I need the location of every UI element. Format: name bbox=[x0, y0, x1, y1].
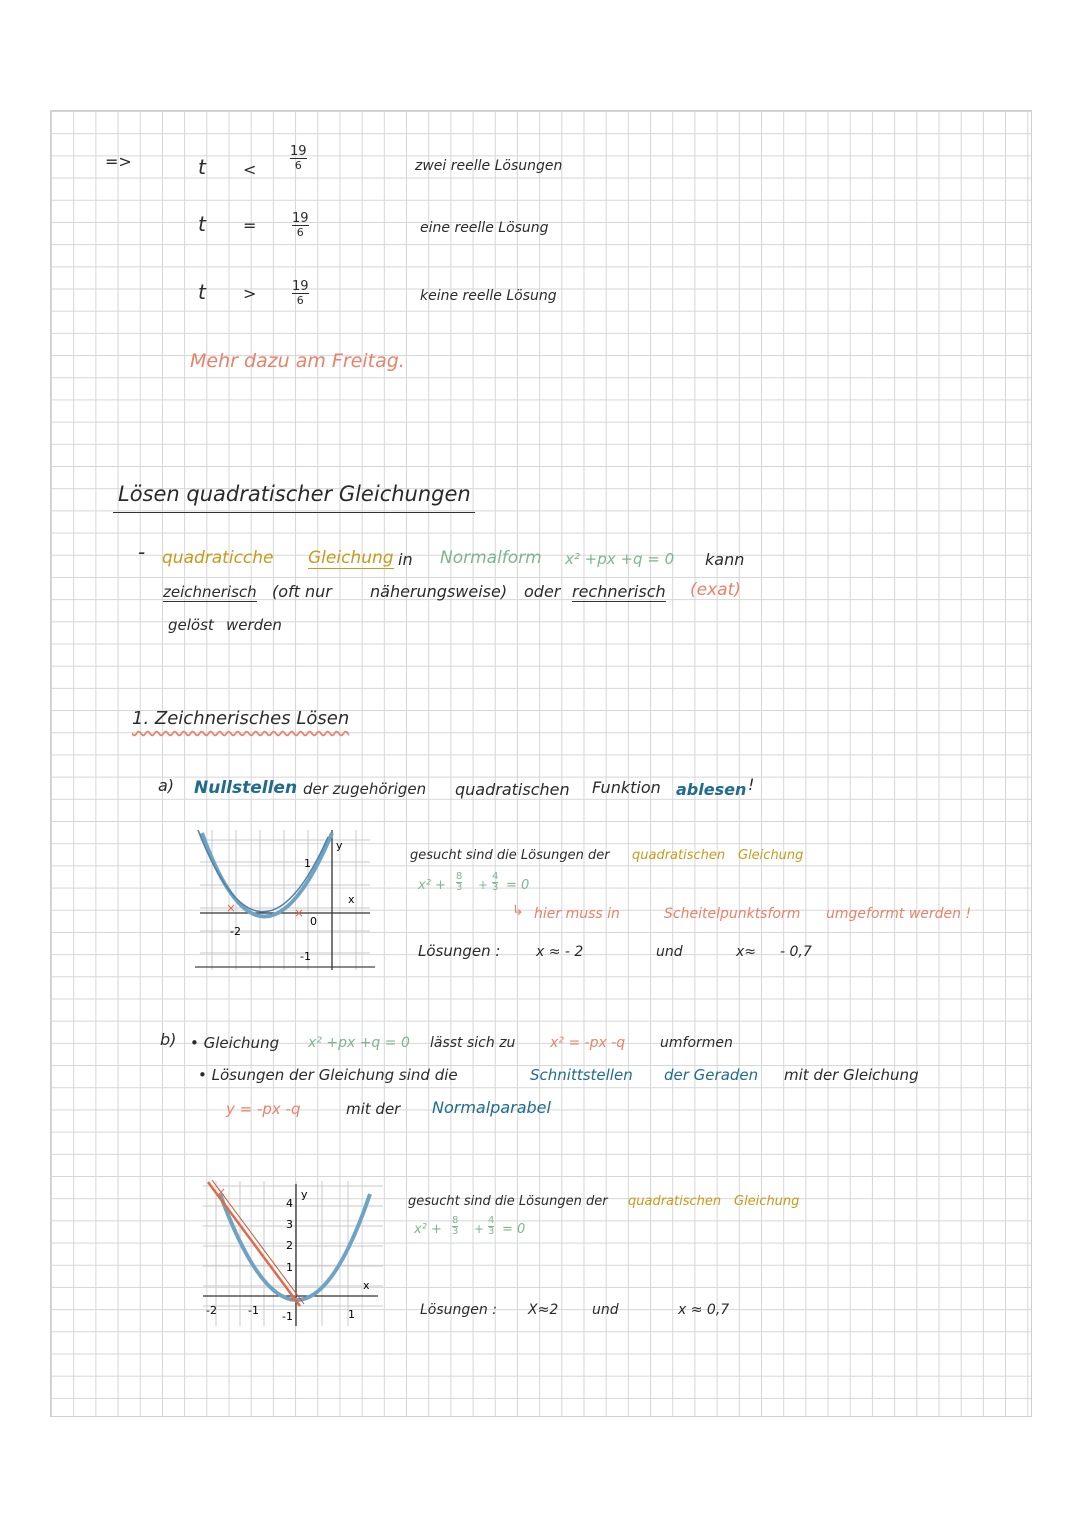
intro-word-oder: oder bbox=[524, 582, 561, 601]
graph-b-tick-2: 2 bbox=[286, 1239, 293, 1252]
case2-fraction: 19 6 bbox=[292, 211, 309, 239]
part-b-line-equation: y = -px -q bbox=[226, 1100, 301, 1118]
graph-a-root-left: × bbox=[226, 901, 237, 915]
case1-fraction: 19 6 bbox=[290, 144, 307, 172]
part-b-bullet1-b: lässt sich zu bbox=[430, 1035, 516, 1051]
part-a-hint-arrow: ↳ bbox=[512, 903, 524, 919]
part-a-and: und bbox=[656, 944, 683, 960]
part-b-eq-frac1: $\frac{8}{3}$ bbox=[452, 1215, 459, 1237]
part-a-eq-right: = 0 bbox=[506, 878, 530, 893]
part-a-solution-1: x ≈ - 2 bbox=[536, 944, 584, 960]
case1-op: < bbox=[243, 160, 257, 179]
graph-b-tick-x1: 1 bbox=[348, 1308, 355, 1321]
part-a-sought-quadratischen: quadratischen bbox=[632, 848, 726, 863]
intro-word-kann: kann bbox=[705, 550, 745, 569]
part-b-solution-2: x ≈ 0,7 bbox=[678, 1302, 730, 1318]
part-a-exclaim: ! bbox=[748, 775, 755, 794]
part-b-bullet1-c: umformen bbox=[660, 1035, 733, 1051]
part-a-eq-frac1: $\frac{8}{3}$ bbox=[456, 871, 463, 893]
part-b-bullet1-eq2: x² = -px -q bbox=[550, 1035, 626, 1051]
graph-a-y-label: y bbox=[336, 839, 343, 852]
case2-result: eine reelle Lösung bbox=[420, 220, 549, 236]
implies-arrow: => bbox=[105, 152, 132, 171]
intro-equation: x² +px +q = 0 bbox=[565, 550, 675, 568]
part-a-text1: der zugehörigen bbox=[303, 780, 427, 798]
part-a-solutions-label: Lösungen : bbox=[418, 942, 501, 960]
graph-b-tick-m2: -2 bbox=[206, 1304, 217, 1317]
part-b-mit-der: mit der bbox=[346, 1100, 401, 1118]
part-a-sought-gleichung: Gleichung bbox=[738, 848, 804, 863]
part-b-sought: gesucht sind die Lösungen der bbox=[408, 1194, 608, 1209]
graph-b-tick-1: 1 bbox=[286, 1261, 293, 1274]
part-b-bullet2-a: • Lösungen der Gleichung sind die bbox=[198, 1066, 458, 1084]
graph-a-x-label: x bbox=[348, 893, 355, 906]
part-a-solution-2-var: x≈ bbox=[736, 944, 757, 960]
graph-a-root-right: × bbox=[294, 906, 305, 920]
graph-b bbox=[198, 1176, 388, 1336]
part-a-eq-frac2: $\frac{4}{3}$ bbox=[492, 871, 499, 893]
graph-a-tick-1: 1 bbox=[304, 857, 311, 870]
part-b-eq-left: x² + bbox=[414, 1222, 442, 1237]
part-b-bullet1-a: • Gleichung bbox=[190, 1034, 280, 1052]
part-a-eq-left: x² + bbox=[418, 878, 446, 893]
part-b-sought-quadratischen: quadratischen bbox=[628, 1194, 722, 1209]
graph-b-tick-m1: -1 bbox=[248, 1304, 259, 1317]
part-a-eq-plus: + bbox=[478, 878, 489, 892]
part-b-label: b) bbox=[160, 1030, 177, 1049]
intro-word-exakt: (exat) bbox=[690, 580, 741, 600]
part-b-sought-gleichung: Gleichung bbox=[734, 1194, 800, 1209]
intro-word-geloest: gelöst bbox=[168, 616, 214, 634]
intro-word-zeichnerisch: zeichnerisch bbox=[163, 583, 257, 601]
part-a-nullstellen: Nullstellen bbox=[194, 778, 298, 798]
graph-b-intersection-left: × bbox=[216, 1185, 227, 1199]
part-a-quadratischen: quadratischen bbox=[455, 780, 570, 799]
intro-word-naeherungsweise: näherungsweise) bbox=[370, 582, 508, 601]
case1-result: zwei reelle Lösungen bbox=[415, 158, 563, 174]
part-b-normalparabel: Normalparabel bbox=[432, 1098, 551, 1117]
case2-op: = bbox=[243, 216, 257, 235]
part-a-label: a) bbox=[158, 776, 175, 795]
title-underline bbox=[113, 512, 475, 513]
case3-result: keine reelle Lösung bbox=[420, 288, 557, 304]
graph-b-y-label: y bbox=[301, 1188, 308, 1201]
graph-b-x-label: x bbox=[363, 1279, 370, 1292]
intro-word-gleichung: Gleichung bbox=[308, 548, 394, 568]
part-a-hint-2: Scheitelpunktsform bbox=[664, 906, 801, 922]
intro-word-rechnerisch: rechnerisch bbox=[572, 582, 666, 601]
intro-word-oft: (oft nur bbox=[272, 582, 332, 601]
case1-t: t bbox=[198, 155, 206, 179]
graph-a-parabel bbox=[202, 833, 332, 917]
part-b-bullet2-gleichung: mit der Gleichung bbox=[784, 1066, 919, 1084]
section-title: Lösen quadratischer Gleichungen bbox=[118, 482, 471, 506]
part-a-sought: gesucht sind die Lösungen der bbox=[410, 848, 610, 863]
graph-a-grid bbox=[200, 830, 370, 970]
graph-b-intersection-right: × bbox=[288, 1291, 299, 1305]
part-a-ablesen: ablesen bbox=[676, 780, 747, 799]
case3-t: t bbox=[198, 280, 206, 304]
part-b-bullet2-schnittstellen: Schnittstellen bbox=[530, 1066, 633, 1084]
part-a-solution-2: - 0,7 bbox=[780, 944, 812, 960]
part-b-eq-frac2: $\frac{4}{3}$ bbox=[488, 1215, 495, 1237]
case3-fraction: 19 6 bbox=[292, 279, 309, 307]
part-b-bullet1-eq: x² +px +q = 0 bbox=[308, 1035, 410, 1051]
graph-a bbox=[190, 825, 380, 975]
part-a-hint-3: umgeformt werden ! bbox=[826, 906, 972, 922]
part-b-and: und bbox=[592, 1302, 619, 1318]
graph-a-tick-m2: -2 bbox=[230, 925, 241, 938]
part-b-bullet2-geraden: der Geraden bbox=[664, 1066, 759, 1084]
intro-word-werden: werden bbox=[226, 616, 282, 634]
graph-b-tick-4: 4 bbox=[286, 1197, 293, 1210]
graph-b-tick-3: 3 bbox=[286, 1218, 293, 1231]
graph-b-tick-m1-y: -1 bbox=[282, 1310, 293, 1323]
part-a-hint-1: hier muss in bbox=[534, 906, 620, 922]
intro-word-normalform: Normalform bbox=[440, 548, 542, 568]
intro-dash: - bbox=[138, 540, 146, 564]
part-b-solution-1: X≈2 bbox=[528, 1302, 559, 1318]
graph-a-origin: 0 bbox=[310, 915, 317, 928]
part-b-eq-right: = 0 bbox=[502, 1222, 526, 1237]
case2-t: t bbox=[198, 212, 206, 236]
intro-word-in: in bbox=[398, 550, 413, 569]
note-friday: Mehr dazu am Freitag. bbox=[190, 350, 405, 372]
part-b-solutions-label: Lösungen : bbox=[420, 1302, 497, 1318]
part-a-funktion: Funktion bbox=[592, 778, 661, 797]
case3-op: > bbox=[243, 284, 257, 303]
part1-title: 1. Zeichnerisches Lösen bbox=[132, 708, 350, 729]
graph-a-tick-m1: -1 bbox=[300, 950, 311, 963]
intro-word-quadratische: quadraticche bbox=[162, 548, 274, 568]
part-b-eq-plus: + bbox=[474, 1222, 485, 1236]
